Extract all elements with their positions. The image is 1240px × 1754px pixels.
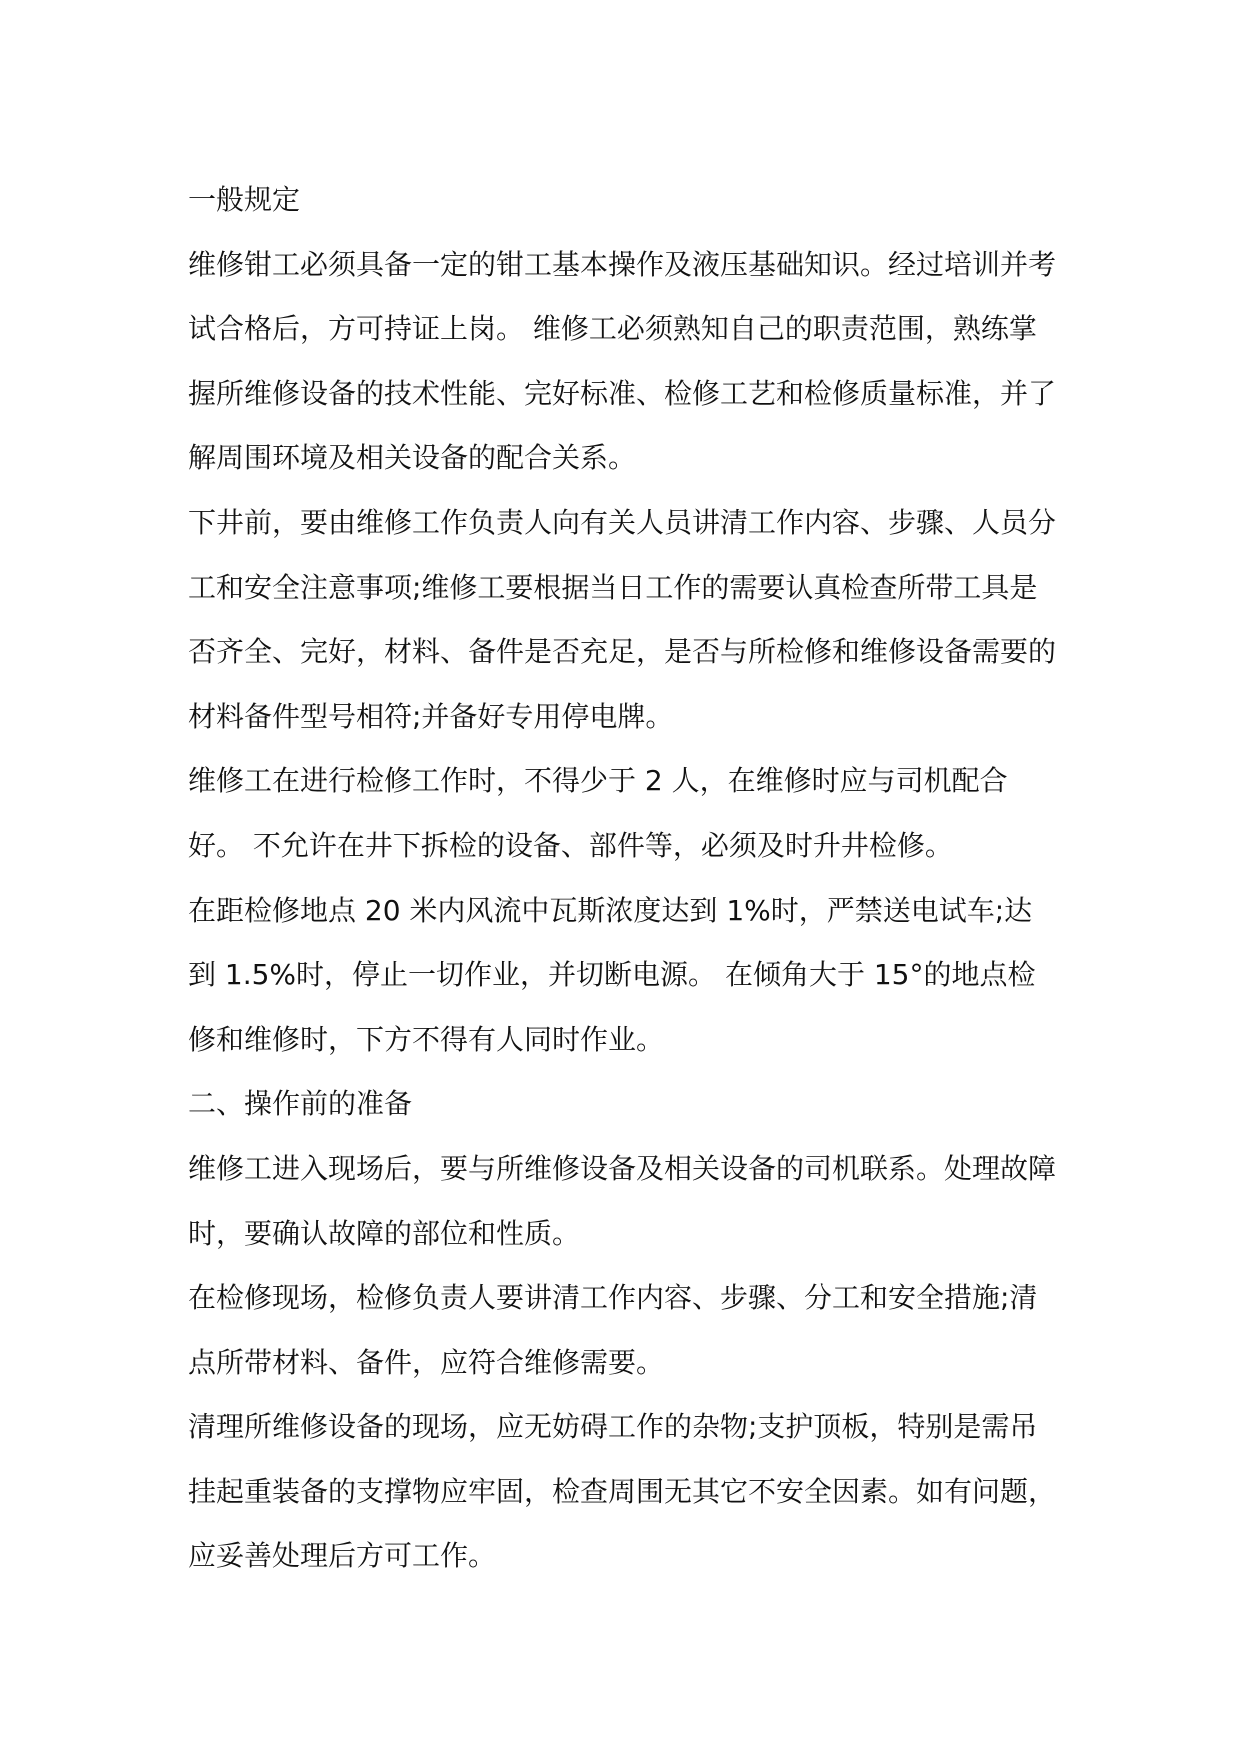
paragraph-clear-site: 清理所维修设备的现场，应无妨碍工作的杂物;支护顶板，特别是需吊挂起重装备的支撑物应牢固，检查周围无其它不安全因素。如有问题，应妥善处理后方可工作。 [188,1410,1057,1573]
paragraph-site-briefing: 在检修现场，检修负责人要讲清工作内容、步骤、分工和安全措施;清点所带材料、备件，应符合维修需要。 [188,1281,1038,1379]
section-heading-general-rules: 一般规定 [188,183,301,216]
paragraph-before-going-down: 下井前，要由维修工作负责人向有关人员讲清工作内容、步骤、人员分工和安全注意事项;维修工要根据当日工作的需要认真检查所带工具是否齐全、完好，材料、备件是否充足，是否与所检修和维修设备需要的材料备件型号相符;并备好专用停电牌。 [188,505,1057,733]
paragraph-contact-driver: 维修工进入现场后，要与所维修设备及相关设备的司机联系。处理故障时，要确认故障的部位和性质。 [188,1151,1057,1250]
document-page [188,168,1060,1589]
paragraph-two-person-rule: 维修工在进行检修工作时，不得少于 2 人，在维修时应与司机配合好。 不允许在井下拆检的设备、部件等，必须及时升井检修。 [188,764,1008,862]
section-heading-preparation: 二、操作前的准备 [188,1087,413,1121]
paragraph-qualification: 维修钳工必须具备一定的钳工基本操作及液压基础知识。经过培训并考试合格后，方可持证上岗。 维修工必须熟知自己的职责范围，熟练掌握所维修设备的技术性能、完好标准、检修工艺和检修质量标准，并了解周围环境及相关设备的配合关系。 [188,247,1057,475]
paragraph-gas-concentration: 在距检修地点 20 米内风流中瓦斯浓度达到 1%时，严禁送电试车;达到 1.5%时，停止一切作业，并切断电源。 在倾角大于 15°的地点检修和维修时，下方不得有人同时作业。 [188,893,1036,1056]
